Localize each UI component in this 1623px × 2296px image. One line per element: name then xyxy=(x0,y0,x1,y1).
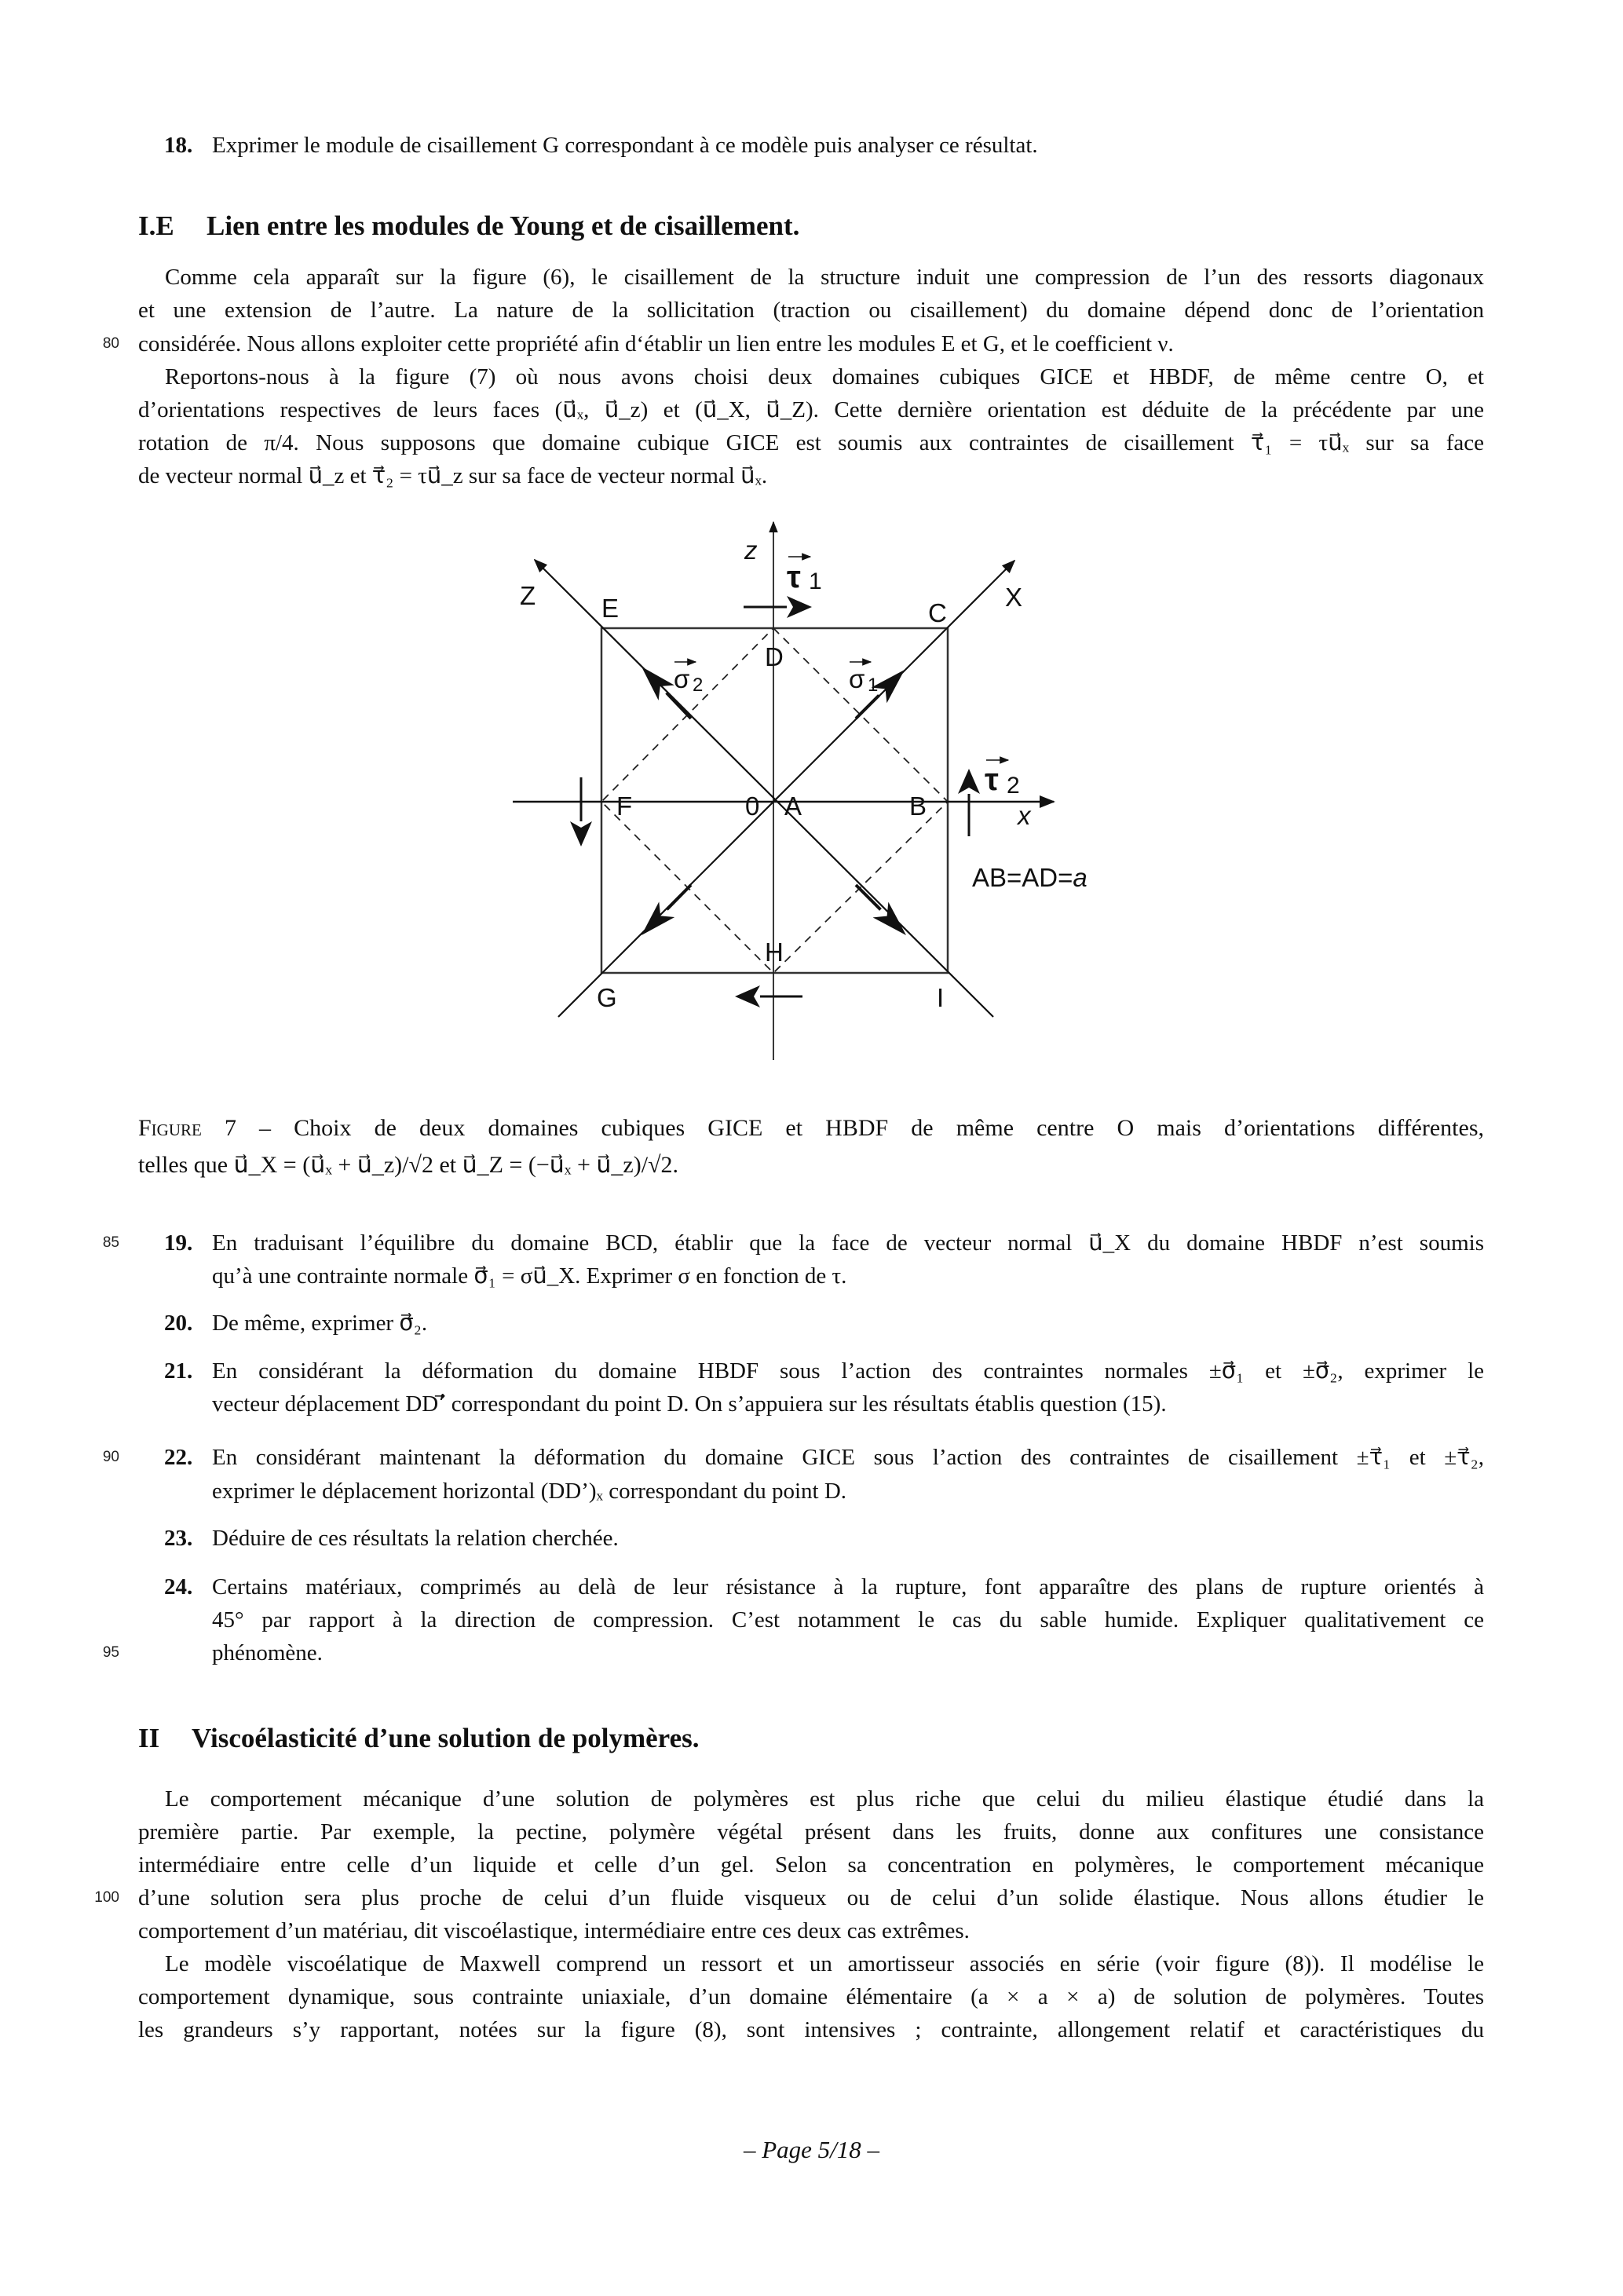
arrow-shaft xyxy=(856,696,879,718)
tau-symbol: τ xyxy=(985,762,999,797)
arrow-shaft xyxy=(856,885,880,909)
label-x-axis: x xyxy=(1018,801,1031,830)
tau1-arrow-bottom xyxy=(735,985,802,1007)
paragraph-line: Le modèle viscoélatique de Maxwell comprend un ressort et un amortisseur associés en série (voir figure (8)). Il modélise le xyxy=(165,1951,1484,1976)
line-number: 100 xyxy=(94,1889,119,1906)
label-point-I: I xyxy=(937,983,945,1012)
sigma-subscript: 1 xyxy=(868,675,879,696)
label-point-D: D xyxy=(765,642,784,671)
question-line: En considérant la déformation du domaine HBDF sous l’action des contraintes normales ±σ⃗₁ et ±σ⃗₂, exprimer le xyxy=(212,1358,1484,1384)
paragraph-line: première partie. Par exemple, la pectine, polymère végétal présent dans les fruits, donne aux confitures une consistance xyxy=(138,1819,1484,1844)
question-line: phénomène. xyxy=(212,1640,323,1665)
figure-caption xyxy=(138,1113,1484,1143)
paragraph-line: Reportons-nous à la figure (7) où nous avons choisi deux domaines cubiques GICE et HBDF, de même centre O, et xyxy=(165,364,1484,389)
arrow-head xyxy=(735,985,760,1007)
question-line: En traduisant l’équilibre du domaine BCD, établir que la face de vecteur normal u⃗_X du domaine HBDF n’est soumis xyxy=(212,1230,1484,1256)
tau-subscript: 1 xyxy=(809,569,822,594)
section-number: I.E xyxy=(138,210,174,241)
side-note-variable: a xyxy=(1073,863,1087,892)
side-note-prefix: AB=AD= xyxy=(972,863,1073,892)
label-point-H: H xyxy=(765,938,784,967)
label-point-C: C xyxy=(928,598,947,627)
label-Z-axis: Z xyxy=(520,581,536,610)
line-number: 90 xyxy=(102,1449,119,1465)
tau-subscript: 2 xyxy=(1007,773,1020,799)
line-number: 80 xyxy=(102,335,119,352)
question-number: 23. xyxy=(164,1526,193,1551)
paragraph-line: considérée. Nous allons exploiter cette propriété afin d‘établir un lien entre les modules E et G, et le coefficient ν. xyxy=(138,331,1174,356)
arrow-shaft xyxy=(667,693,691,718)
label-tau1 xyxy=(787,557,822,594)
question-number: 18. xyxy=(164,133,193,158)
paragraph-line: Le comportement mécanique d’une solution de polymères est plus riche que celui du milieu élastique étudié dans la xyxy=(165,1786,1484,1812)
paragraph-line: de vecteur normal u⃗_z et τ⃗₂ = τu⃗_z sur sa face de vecteur normal u⃗ₓ. xyxy=(138,463,768,488)
question-line: 45° par rapport à la direction de compression. C’est notamment le cas du sable humide. Expliquer qualitativement ce xyxy=(212,1607,1484,1632)
question-line: qu’à une contrainte normale σ⃗₁ = σu⃗_X. Exprimer σ en fonction de τ. xyxy=(212,1263,847,1289)
line-number: 85 xyxy=(102,1234,119,1251)
sigma2-arrow-lower xyxy=(856,885,906,935)
question-line: De même, exprimer σ⃗₂. xyxy=(212,1311,428,1336)
question-number: 21. xyxy=(164,1358,193,1384)
paragraph-line: rotation de π/4. Nous supposons que domaine cubique GICE est soumis aux contraintes de cisaillement τ⃗₁ = τu⃗ₓ sur sa face xyxy=(138,430,1484,455)
section-title: Lien entre les modules de Young et de cisaillement. xyxy=(207,210,800,241)
label-z-axis: z xyxy=(744,536,758,565)
label-point-O: 0 xyxy=(745,792,760,821)
label-sigma1 xyxy=(849,662,878,696)
caption-text: – Choix de deux domaines cubiques GICE et HBDF de même centre O mais d’orientations différentes, xyxy=(236,1115,1484,1141)
question-number: 19. xyxy=(164,1230,193,1256)
page-footer: – Page 5/18 – xyxy=(743,2136,880,2163)
label-point-G: G xyxy=(597,983,617,1012)
question-number: 24. xyxy=(164,1574,193,1600)
paragraph-line: d’une solution sera plus proche de celui d’un fluide visqueux ou de celui d’un solide élastique. Nous allons étudier le xyxy=(138,1885,1484,1910)
section-number: II xyxy=(138,1723,160,1753)
sigma-symbol: σ xyxy=(674,664,690,693)
label-point-A: A xyxy=(784,792,802,821)
paragraph-line: comportement d’un matériau, dit viscoélastique, intermédiaire entre ces deux cas extrêmes. xyxy=(138,1918,970,1943)
question-line: Déduire de ces résultats la relation cherchée. xyxy=(212,1526,619,1551)
question-text: Exprimer le module de cisaillement G correspondant à ce modèle puis analyser ce résultat. xyxy=(212,133,1038,158)
question-line: En considérant maintenant la déformation du domaine GICE sous l’action des contraintes de cisaillement ±τ⃗₁ et ±τ⃗₂, xyxy=(212,1445,1484,1470)
tau1-arrow-top xyxy=(744,596,812,618)
question-line: vecteur déplacement DD’⃗ correspondant du point D. On s’appuiera sur les résultats établis question (15). xyxy=(212,1391,1167,1417)
label-tau2 xyxy=(985,760,1020,799)
paragraph-line: intermédiaire entre celle d’un liquide et celle d’un gel. Selon sa concentration en polymères, le comportement mécanique xyxy=(138,1852,1484,1877)
tau2-arrow-left xyxy=(570,777,592,846)
label-point-F: F xyxy=(616,792,633,821)
question-line: Certains matériaux, comprimés au delà de leur résistance à la rupture, font apparaître des plans de rupture orientés à xyxy=(212,1574,1484,1600)
paragraph-line: les grandeurs s’y rapportant, notées sur la figure (8), sont intensives ; contrainte, allongement relatif et caractéristiques du xyxy=(138,2017,1484,2042)
question-line: exprimer le déplacement horizontal (DD’)ₓ correspondant du point D. xyxy=(212,1479,847,1504)
figure-caption-line: telles que u⃗_X = (u⃗ₓ + u⃗_z)/√2 et u⃗_Z = (−u⃗ₓ + u⃗_z)/√2. xyxy=(138,1152,679,1178)
sigma-subscript: 2 xyxy=(693,675,704,696)
paragraph-line: et une extension de l’autre. La nature de la sollicitation (traction ou cisaillement) du domaine dépend donc de l’orientation xyxy=(138,298,1484,323)
question-number: 20. xyxy=(164,1311,193,1336)
paragraph-line: comportement dynamique, sous contrainte uniaxiale, d’un domaine élémentaire (a × a × a) de solution de polymères. Toutes xyxy=(138,1984,1484,2009)
sigma-symbol: σ xyxy=(849,664,865,693)
label-X-axis: X xyxy=(1005,583,1023,612)
arrow-head xyxy=(787,596,812,618)
question-number: 22. xyxy=(164,1445,193,1470)
section-title: Viscoélasticité d’une solution de polymères. xyxy=(192,1723,700,1753)
label-point-E: E xyxy=(601,594,620,623)
paragraph-line: d’orientations respectives de leurs faces (u⃗ₓ, u⃗_z) et (u⃗_X, u⃗_Z). Cette dernière orientation est déduite de la précédente par une xyxy=(138,397,1484,422)
arrow-head xyxy=(570,821,592,846)
tau-symbol: τ xyxy=(787,560,801,594)
arrow-shaft xyxy=(667,885,691,909)
label-sigma2 xyxy=(674,662,703,696)
line-number: 95 xyxy=(102,1644,119,1661)
caption-label: Figure 7 xyxy=(138,1115,236,1141)
label-point-B: B xyxy=(909,792,927,821)
paragraph-line: Comme cela apparaît sur la figure (6), le cisaillement de la structure induit une compression de l’un des ressorts diagonaux xyxy=(165,265,1484,290)
arrow-head xyxy=(958,769,980,794)
side-note xyxy=(972,863,1087,892)
